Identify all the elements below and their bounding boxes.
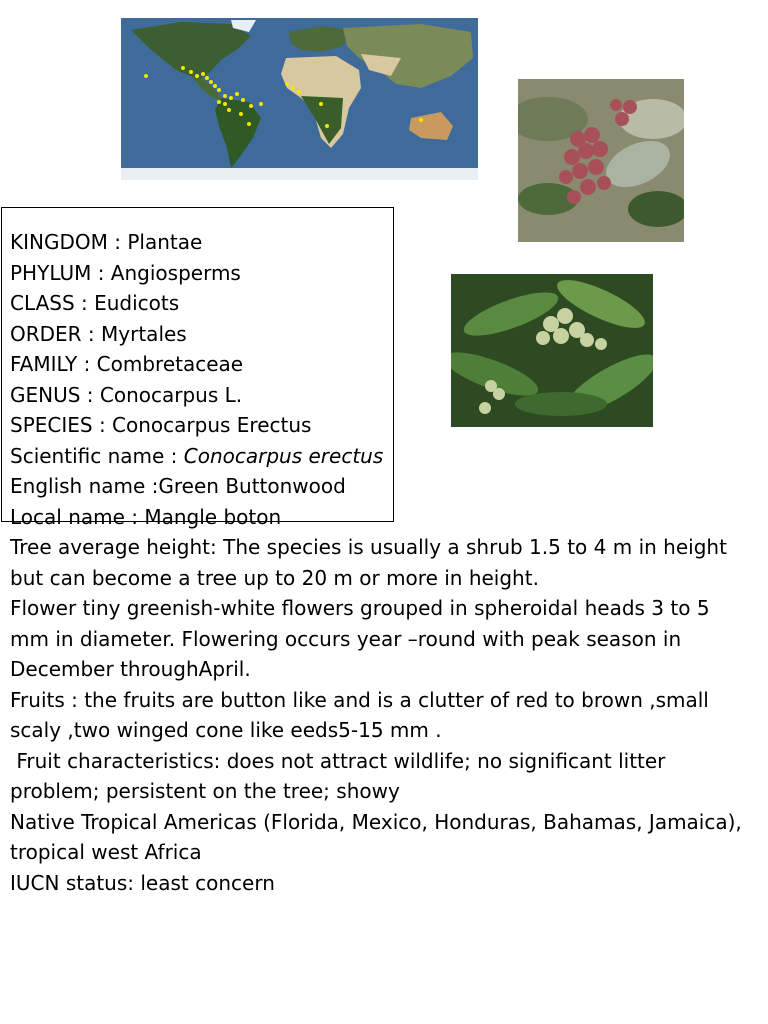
flower-paragraph: Flower tiny greenish-white flowers grouped in spheroidal heads 3 to 5 mm in diameter. Flowering occurs year –round with peak season in December throughApril. — [10, 596, 710, 681]
fruit-characteristics-paragraph: Fruit characteristics: does not attract wildlife; no significant litter problem; persistent on the tree; showy — [10, 748, 672, 803]
height-paragraph: Tree average height: The species is usually a shrub 1.5 to 4 m in height but can become a tree up to 20 m or more in height. — [10, 535, 727, 590]
order-line: ORDER : Myrtales — [10, 321, 187, 346]
world-map-image — [121, 18, 478, 180]
scientific-name-label: Scientific name : — [10, 443, 184, 468]
kingdom-line: KINGDOM : Plantae — [10, 230, 203, 254]
iucn-paragraph: IUCN status: least concern — [10, 870, 275, 895]
family-line: FAMILY : Combretaceae — [10, 352, 244, 376]
scientific-name-line — [10, 441, 402, 472]
english-name-line: English name :Green Buttonwood — [10, 474, 346, 498]
fruit-cluster-image — [518, 79, 684, 242]
flower-cluster-image — [451, 274, 653, 427]
phylum-line: PHYLUM : Angiosperms — [10, 260, 241, 285]
species-line: SPECIES : Conocarpus Erectus — [10, 413, 312, 437]
flower-photo — [451, 274, 653, 427]
fruit-photo — [518, 79, 684, 242]
fruits-paragraph: Fruits : the fruits are button like and is a clutter of red to brown ,small scaly ,two winged cone like eeds5-15 mm . — [10, 687, 709, 742]
taxonomy-list — [10, 227, 402, 532]
description — [10, 532, 750, 898]
local-name-line: Local name : Mangle boton — [10, 504, 282, 529]
distribution-map — [121, 18, 478, 180]
genus-line: GENUS : Conocarpus L. — [10, 382, 243, 407]
native-paragraph: Native Tropical Americas (Florida, Mexico, Honduras, Bahamas, Jamaica), tropical west Africa — [10, 809, 742, 864]
class-line: CLASS : Eudicots — [10, 291, 180, 315]
scientific-name-value: Conocarpus erectus — [183, 443, 384, 468]
